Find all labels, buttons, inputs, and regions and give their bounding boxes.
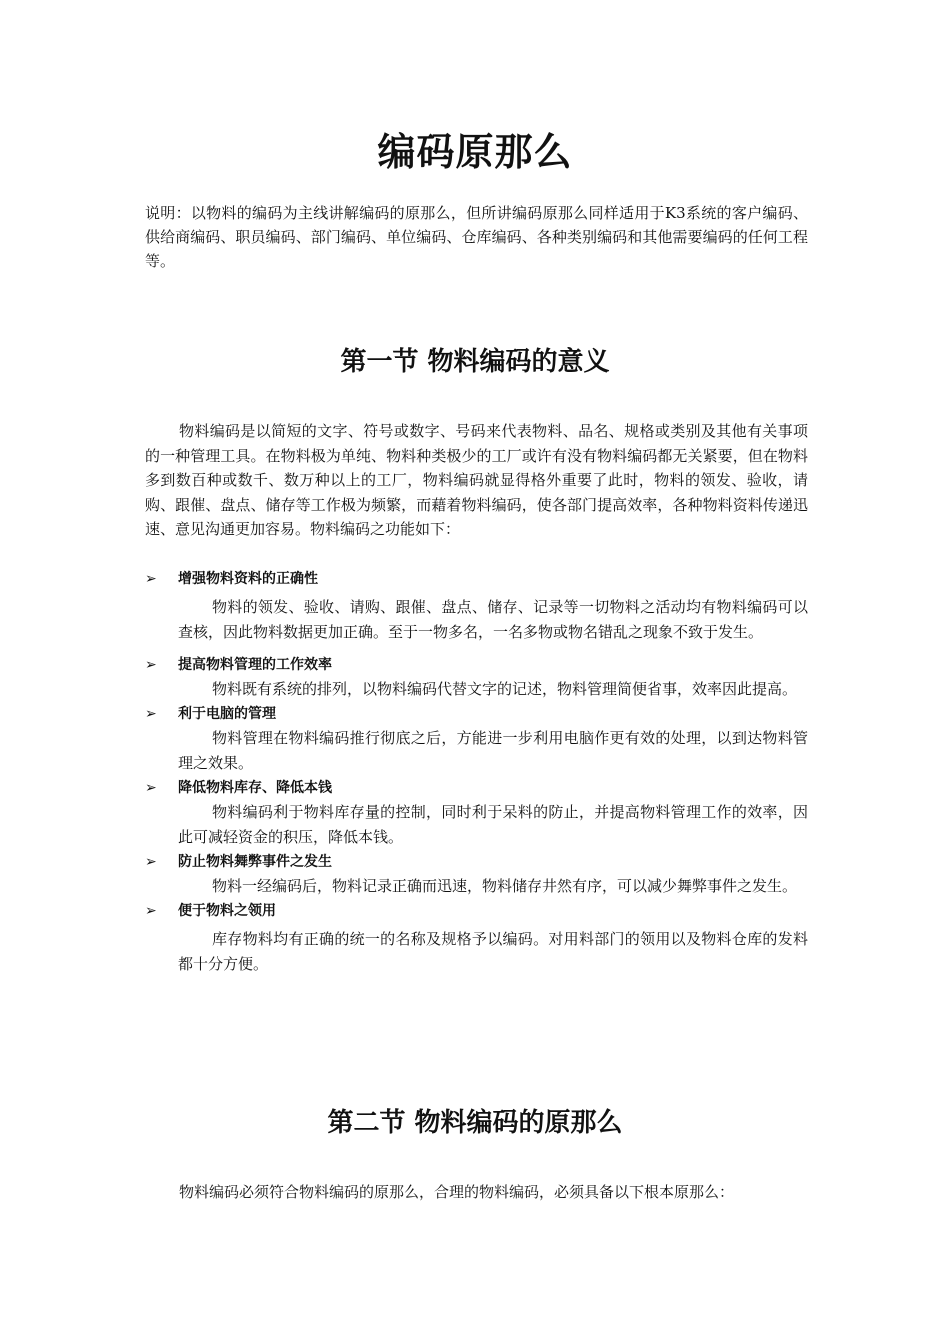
document-title: 编码原那么 xyxy=(377,130,573,174)
function-list xyxy=(145,567,808,977)
arrow-bullet-icon: ➢ xyxy=(145,854,157,870)
section-2-intro: 物料编码必须符合物料编码的原那么，合理的物料编码，必须具备以下根本原那么： xyxy=(179,1183,735,1201)
list-item-heading: 降低物料库存、降低本钱 xyxy=(178,780,332,796)
list-item xyxy=(145,776,808,850)
list-item xyxy=(145,899,808,977)
list-item-heading: 提高物料管理的工作效率 xyxy=(178,657,332,673)
section-2-title: 第二节 物料编码的原那么 xyxy=(327,1108,623,1138)
arrow-bullet-icon: ➢ xyxy=(145,657,157,673)
list-item-heading: 增强物料资料的正确性 xyxy=(178,571,318,587)
list-item xyxy=(145,702,808,776)
section-1-title: 第一节 物料编码的意义 xyxy=(340,347,610,377)
arrow-bullet-icon: ➢ xyxy=(145,571,157,587)
explanatory-note: 说明：以物料的编码为主线讲解编码的原那么，但所讲编码原那么同样适用于K3系统的客户编码、供给商编码、职员编码、部门编码、单位编码、仓库编码、各种类别编码和其他需要编码的任何工程等。 xyxy=(145,204,808,270)
list-item-body: 库存物料均有正确的统一的名称及规格予以编码。对用料部门的领用以及物料仓库的发料都十分方便。 xyxy=(178,930,808,973)
list-item-body: 物料管理在物料编码推行彻底之后，方能进一步利用电脑作更有效的处理，以到达物料管理之效果。 xyxy=(178,729,808,772)
list-item-heading: 防止物料舞弊事件之发生 xyxy=(178,854,332,870)
list-item-heading: 便于物料之领用 xyxy=(178,903,276,919)
list-item-body: 物料的领发、验收、请购、跟催、盘点、储存、记录等一切物料之活动均有物料编码可以查核，因此物料数据更加正确。至于一物多名，一名多物或物名错乱之现象不致于发生。 xyxy=(178,598,808,641)
list-item-body: 物料编码利于物料库存量的控制，同时利于呆料的防止，并提高物料管理工作的效率，因此可减轻资金的积压，降低本钱。 xyxy=(178,803,808,846)
list-item xyxy=(145,653,808,702)
arrow-bullet-icon: ➢ xyxy=(145,903,157,919)
list-item xyxy=(145,850,808,899)
section-1-intro: 物料编码是以简短的文字、符号或数字、号码来代表物料、品名、规格或类别及其他有关事项的一种管理工具。在物料极为单纯、物料种类极少的工厂或许有没有物料编码都无关紧要，但在物料多到数百种或数千、数万种以上的工厂，物料编码就显得格外重要了此时，物料的领发、验收，请购、跟催、盘点、储存等工作极为频繁，而藉着物料编码，使各部门提高效率，各种物料资料传递迅速、意见沟通更加容易。物料编码之功能如下： xyxy=(145,422,808,539)
list-item-body: 物料一经编码后，物料记录正确而迅速，物料储存井然有序，可以减少舞弊事件之发生。 xyxy=(212,877,798,895)
arrow-bullet-icon: ➢ xyxy=(145,706,157,722)
arrow-bullet-icon: ➢ xyxy=(145,780,157,796)
list-item xyxy=(145,567,808,645)
list-item-heading: 利于电脑的管理 xyxy=(178,706,276,722)
list-item-body: 物料既有系统的排列，以物料编码代替文字的记述，物料管理简便省事，效率因此提高。 xyxy=(212,680,798,698)
